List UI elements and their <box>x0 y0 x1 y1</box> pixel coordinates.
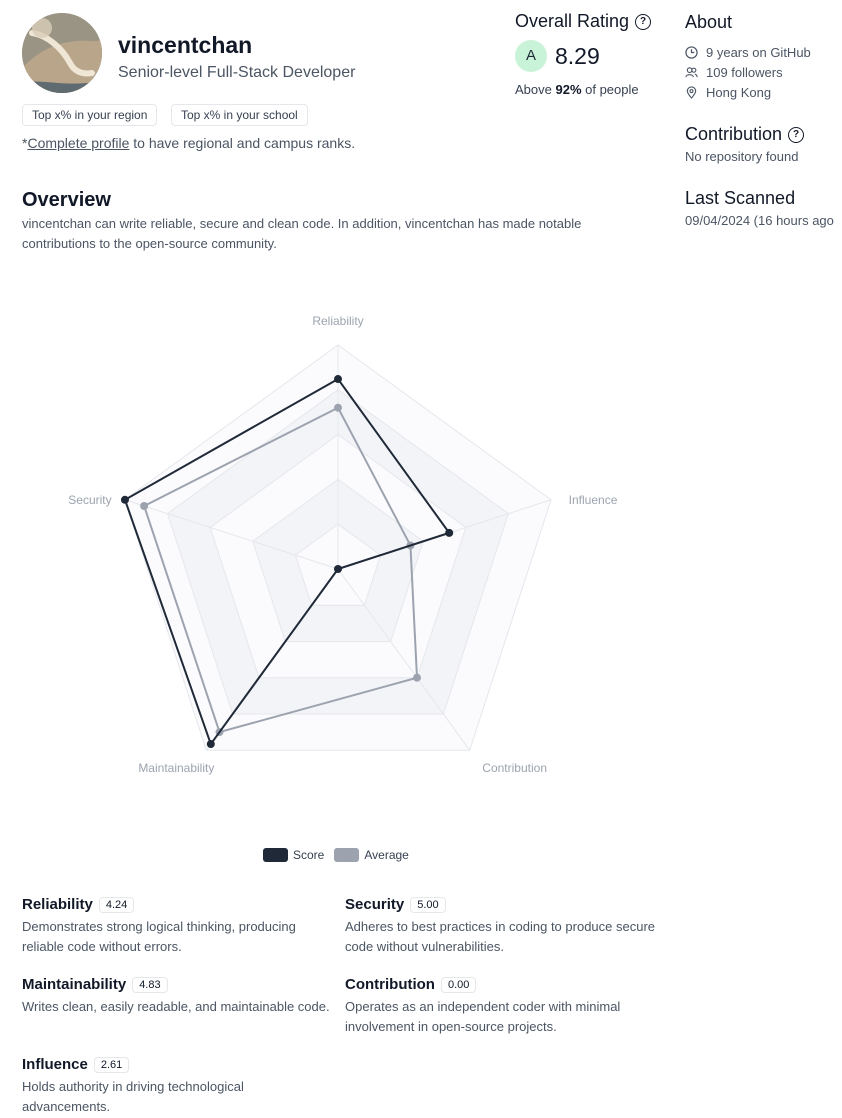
metric-score-badge: 5.00 <box>410 897 445 913</box>
metric-contribution <box>345 976 655 1037</box>
legend-swatch-score[interactable] <box>263 848 288 862</box>
percentile-value: 92% <box>555 82 582 97</box>
metric-description: Writes clean, easily readable, and maintainable code. <box>22 999 330 1014</box>
metric-description: Operates as an independent coder with minimal involvement in open-source projects. <box>345 999 621 1034</box>
chart-legend <box>263 848 409 862</box>
school-rank-badge[interactable]: Top x% in your school <box>171 104 308 126</box>
help-icon[interactable]: ? <box>635 14 651 30</box>
axis-label-influence: Influence <box>568 492 618 507</box>
data-point-score-reliability <box>334 375 342 383</box>
about-title <box>685 12 732 33</box>
overall-rating-title: Overall Rating <box>515 11 630 31</box>
username: vincentchan <box>118 32 253 58</box>
region-rank-badge[interactable]: Top x% in your region <box>22 104 157 126</box>
contribution-text: No repository found <box>685 149 799 164</box>
percentile-suffix: of people <box>581 82 639 97</box>
percentile-prefix: Above <box>515 82 556 97</box>
location-pin-icon <box>685 86 698 99</box>
contribution-heading <box>685 124 804 145</box>
profile-note <box>22 135 355 151</box>
metric-maintainability <box>22 976 332 1017</box>
axis-label-maintainability: Maintainability <box>138 761 215 776</box>
metric-score-badge: 2.61 <box>94 1057 129 1073</box>
last-scanned-date: 09/04/2024 (16 hours ago <box>685 213 834 228</box>
location-text: Hong Kong <box>706 85 772 100</box>
data-point-average-contribution <box>413 674 421 682</box>
axis-label-reliability: Reliability <box>312 314 364 328</box>
data-point-score-maintainability <box>207 740 215 748</box>
metric-security <box>345 896 655 957</box>
last-scanned-title <box>685 188 795 209</box>
percentile-text <box>515 82 639 97</box>
clock-icon <box>685 46 698 59</box>
metric-score-badge: 4.24 <box>99 897 134 913</box>
legend-label-score: Score <box>293 848 325 862</box>
about-location <box>685 85 771 100</box>
axis-label-security: Security <box>68 492 112 507</box>
followers-count: 109 followers <box>706 65 783 80</box>
metric-score-badge: 4.83 <box>132 977 167 993</box>
about-years <box>685 45 811 60</box>
about-title-text: About <box>685 12 733 32</box>
metric-description: Adheres to best practices in coding to produce secure code without vulnerabilities. <box>345 919 656 954</box>
overview-text: vincentchan can write reliable, secure and clean code. In addition, vincentchan has made notable contributions to the open-source community. <box>22 216 582 251</box>
last-scanned-title-text: Last Scanned <box>685 188 796 208</box>
data-point-score-contribution <box>334 565 342 573</box>
overall-score: 8.29 <box>555 43 600 69</box>
data-point-average-security <box>140 502 148 510</box>
overview-title: Overview <box>22 189 111 211</box>
overall-rating-heading <box>515 11 651 32</box>
axis-label-contribution: Contribution <box>482 761 548 776</box>
developer-level: Senior-level Full-Stack Developer <box>118 64 356 81</box>
note-suffix: to have regional and campus ranks. <box>129 135 356 151</box>
metric-name: Security <box>345 896 405 913</box>
legend-label-average: Average <box>364 848 409 862</box>
grade-badge: A <box>515 40 547 72</box>
metric-reliability <box>22 896 332 957</box>
help-icon[interactable]: ? <box>788 127 804 143</box>
avatar <box>22 13 102 93</box>
metric-score-badge: 0.00 <box>441 977 476 993</box>
metric-name: Reliability <box>22 896 93 913</box>
years-on-github: 9 years on GitHub <box>706 45 811 60</box>
metric-description: Demonstrates strong logical thinking, producing reliable code without errors. <box>22 919 296 954</box>
data-point-average-reliability <box>334 404 342 412</box>
about-followers <box>685 65 783 80</box>
followers-icon <box>685 66 698 79</box>
metric-name: Influence <box>22 1056 88 1073</box>
avatar-image <box>22 13 102 93</box>
contribution-title: Contribution <box>685 124 783 144</box>
metric-description: Holds authority in driving technological advancements. <box>22 1079 244 1114</box>
data-point-score-influence <box>445 529 453 537</box>
metric-name: Contribution <box>345 976 435 993</box>
data-point-score-security <box>121 496 129 504</box>
metric-name: Maintainability <box>22 976 127 993</box>
note-prefix: * <box>22 135 28 151</box>
radar-chart <box>0 260 680 800</box>
legend-swatch-average[interactable] <box>334 848 359 862</box>
complete-profile-link[interactable]: Complete profile <box>27 135 130 151</box>
metric-influence <box>22 1056 332 1117</box>
